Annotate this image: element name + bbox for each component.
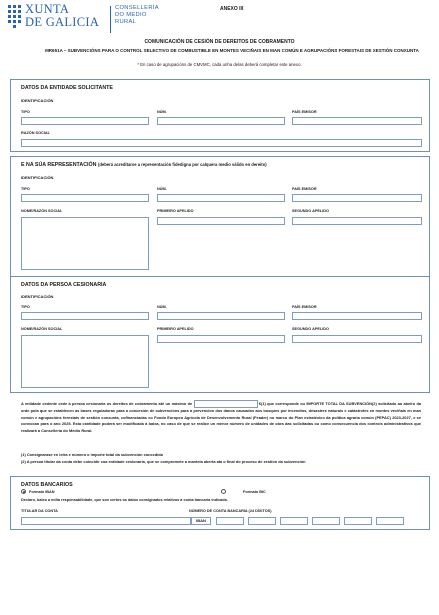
assignee-name-label: NOME/RAZÓN SOCIAL <box>21 327 63 331</box>
cession-paragraph <box>21 400 421 435</box>
department-name <box>115 5 159 26</box>
document-subtitle: MR651A – SUBVENCIÓNS PARA O CONTROL SELECTIVO DE COMBUSTIBLE EN MONTES VECIÑAIS EN MAN COMÚN E AGRUPACIÓNS FORESTAIS DE XESTIÓN CONXUNTA <box>45 48 419 53</box>
assignee-name-field[interactable] <box>21 335 149 388</box>
iban-block-6-field[interactable] <box>376 517 404 525</box>
cession-text-rest: €(1) que corresponde ou IMPORTE TOTAL DA SUBVENCIÓN(2) solicitado ao abeiro da orde pola que se establecen as bases reguladoras para a concesión de subvencións para a prevención dos danos causados aos bosques por incendios, desastres naturais e catástrofes en montes veciñais en man común e agrupacións forestais de xestión conxunta, cofinanciadas co Fondo Europeo Agrícola de Desenvolvemento Rural (Feader) no marco do Plan estratéxico da política agraria común (PEPAC) 2023-2027, e se convocan para o ano 2025. Esta cantidade poderá ser modificada á baixa, no caso de que se realice un menor número de unidades de obra das solicitadas ou como consecuencia dos controis administrativos que realizará a Consellería do Medio Rural. <box>21 401 421 434</box>
representative-type-field[interactable] <box>21 194 149 202</box>
applicant-company-field[interactable] <box>21 139 422 147</box>
bank-section-title: DATOS BANCARIOS <box>21 482 73 488</box>
applicant-identification-label: IDENTIFICACIÓN <box>21 98 54 103</box>
account-number-label: NÚMERO DE CONTA BANCARIA (24 DÍXITOS) <box>189 509 272 513</box>
assignee-identification-label: IDENTIFICACIÓN <box>21 294 54 299</box>
xunta-emblem-icon <box>8 5 22 31</box>
representative-number-field[interactable] <box>157 194 285 202</box>
representative-name-field[interactable] <box>21 217 149 270</box>
assignee-number-field[interactable] <box>157 312 285 320</box>
assignee-section-title: DATOS DA PERSOA CESIONARIA <box>21 282 107 288</box>
iban-block-2-field[interactable] <box>248 517 276 525</box>
cession-amount-field[interactable] <box>194 400 258 408</box>
logo-name <box>25 3 99 29</box>
cession-note-2: (2) A persoa titular da conta debe coincidir coa entidade cesionaria, que se compromete a mantela aberta ata o final do proceso de xestión da subvención <box>21 458 306 464</box>
iban-format-radio[interactable] <box>21 489 26 494</box>
representative-surname1-field[interactable] <box>157 217 285 225</box>
iban-block-3-field[interactable] <box>280 517 308 525</box>
applicant-section <box>10 79 430 152</box>
assignee-surname2-field[interactable] <box>292 335 422 343</box>
representative-section-title <box>21 162 267 168</box>
applicant-number-field[interactable] <box>157 117 285 125</box>
applicant-number-label: NÚM. <box>157 110 167 114</box>
logo-divider <box>110 6 111 33</box>
representative-identification-label: IDENTIFICACIÓN <box>21 175 54 180</box>
applicant-type-label: TIPO <box>21 110 30 114</box>
assignee-country-label: PAÍS EMISOR <box>292 305 317 309</box>
bic-format-label: Formato BIC <box>243 490 266 494</box>
assignee-surname1-label: PRIMEIRO APELIDO <box>157 327 194 331</box>
dept-line-1: CONSELLERÍA <box>115 5 159 11</box>
bank-section <box>10 476 430 530</box>
bank-declaration: Declaro, baixo a miña responsabilidade, que son certos os datos consignados relativos á conta bancaria indicada. <box>21 498 228 502</box>
representative-section <box>10 156 430 277</box>
document-title: COMUNICACIÓN DE CESIÓN DE DEREITOS DE COBRAMENTO <box>144 39 295 45</box>
assignee-number-label: NÚM. <box>157 305 167 309</box>
applicant-company-label: RAZÓN SOCIAL <box>21 131 50 135</box>
xunta-logo <box>8 3 168 37</box>
representative-title-text: E NA SÚA REPRESENTACIÓN <box>21 162 97 168</box>
iban-block-4-field[interactable] <box>312 517 340 525</box>
cession-notes <box>21 452 421 465</box>
assignee-surname1-field[interactable] <box>157 335 285 343</box>
dept-line-2: DO MEDIO <box>115 12 147 18</box>
account-holder-field[interactable] <box>21 517 191 525</box>
bic-format-radio[interactable] <box>221 489 226 494</box>
representative-surname2-label: SEGUNDO APELIDO <box>292 209 329 213</box>
representative-number-label: NÚM. <box>157 187 167 191</box>
cession-note-1: (1) Consignarase en letra e número o importe total da subvención concedida <box>21 452 163 457</box>
representative-type-label: TIPO <box>21 187 30 191</box>
document-note: * En caso de agrupacións de CMVMC, cada unha delas deberá completar este anexo. <box>137 62 302 67</box>
representative-country-label: PAÍS EMISOR <box>292 187 317 191</box>
applicant-section-title: DATOS DA ENTIDADE SOLICITANTE <box>21 85 113 91</box>
dept-line-3: RURAL <box>115 19 137 25</box>
representative-surname2-field[interactable] <box>292 217 422 225</box>
account-holder-label: TITULAR DA CONTA <box>21 509 58 513</box>
iban-prefix-label: IBAN <box>191 517 211 525</box>
iban-format-label: Formato IBAN <box>29 490 55 494</box>
representative-name-label: NOME/RAZÓN SOCIAL <box>21 209 63 213</box>
assignee-country-field[interactable] <box>292 312 422 320</box>
applicant-type-field[interactable] <box>21 117 149 125</box>
iban-block-1-field[interactable] <box>216 517 244 525</box>
iban-block-5-field[interactable] <box>344 517 372 525</box>
representative-surname1-label: PRIMEIRO APELIDO <box>157 209 194 213</box>
representative-title-note: (deberá acreditarse a representación fidedigna por calquera medio válido en dereito) <box>97 162 267 167</box>
assignee-type-field[interactable] <box>21 312 149 320</box>
annex-label: ANEXO III <box>220 6 244 12</box>
cession-text-start: A entidade cedente cede á persoa cesionaria os dereitos de cobramento até un máximo de <box>21 401 193 407</box>
assignee-section <box>10 276 430 393</box>
applicant-country-field[interactable] <box>292 117 422 125</box>
logo-line-2: DE GALICIA <box>25 15 100 29</box>
assignee-type-label: TIPO <box>21 305 30 309</box>
representative-country-field[interactable] <box>292 194 422 202</box>
applicant-country-label: PAÍS EMISOR <box>292 110 317 114</box>
assignee-surname2-label: SEGUNDO APELIDO <box>292 327 329 331</box>
logo-line-1: XUNTA <box>25 2 70 16</box>
